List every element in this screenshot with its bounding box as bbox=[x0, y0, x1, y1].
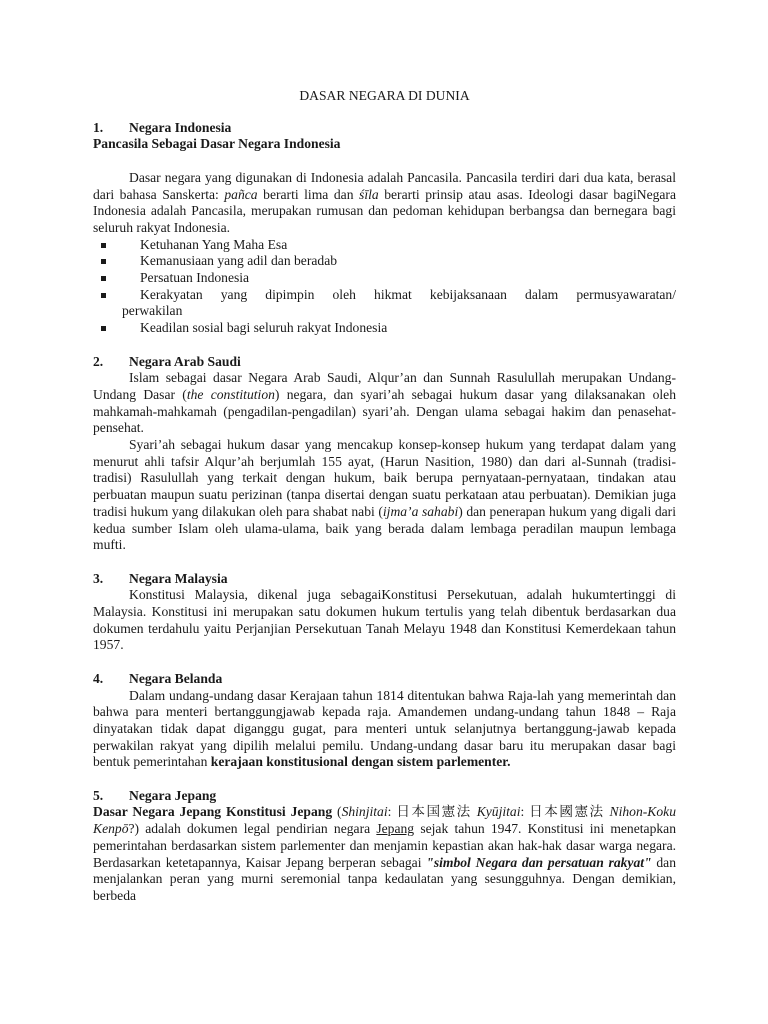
paragraph-arab-saudi-2: Syari’ah sebagai hukum dasar yang mencakup konsep-konsep hukum yang terdapat dalam yang menurut ahli tafsir Alqur’ah berjumlah 155 ayat, (Harun Nasition, 1980) dan dari al-Sunnah (tradisi-tradisi) Rasulullah yang terkait dengan hukum, baik berupa pernyataan-pernyataan, tindakan atau perbuatan maupun suatu perizinan (tanpa disertai dengan suatu perkataan atau perbuatan). Demikian juga tradisi hukum yang dilakukan oleh para shabat nabi (ijma’a sahabi) dan penerapan hukum yang digali dari kedua sumber Islam oleh ulama-ulama, baik yang berada dalam lembaga peradilan maupun lembaga mufti. bbox=[93, 437, 676, 553]
bullet-icon bbox=[101, 243, 106, 248]
list-item: Ketuhanan Yang Maha Esa bbox=[93, 237, 676, 254]
section-title: Negara Indonesia bbox=[129, 119, 232, 135]
pancasila-list bbox=[93, 237, 676, 337]
link-jepang[interactable]: Jepang bbox=[376, 821, 415, 837]
section-subheading: Pancasila Sebagai Dasar Negara Indonesia bbox=[93, 136, 341, 152]
bullet-icon bbox=[101, 276, 106, 281]
document-title: DASAR NEGARA DI DUNIA bbox=[299, 88, 470, 103]
paragraph-indonesia: Dasar negara yang digunakan di Indonesia adalah Pancasila. Pancasila terdiri dari dua kata, berasal dari bahasa Sanskerta: pañca berarti lima dan śīla berarti prinsip atau asas. Ideologi dasar bagiNegara Indonesia adalah Pancasila, merupakan rumusan dan pedoman kehidupan berbangsa dan bernegara bagi seluruh rakyat Indonesia. bbox=[93, 169, 676, 235]
section-title: Negara Belanda bbox=[129, 670, 223, 686]
section-heading-arab-saudi bbox=[93, 354, 676, 371]
paragraph-jepang: Dasar Negara Jepang Konstitusi Jepang (Shinjitai: 日本国憲法 Kyūjitai: 日本國憲法 Nihon-Koku Kenpō?) adalah dokumen legal pendirian negara Jepang sejak tahun 1947. Konstitusi ini menetapkan pemerintahan berdasarkan sistem parlementer dan menjamin kepastian akan hak-hak dasar warga negara. Berdasarkan ketetapannya, Kaisar Jepang berperan sebagai "simbol Negara dan persatuan rakyat" dan menjalankan peran yang murni seremonial tanpa kedaulatan yang sesungguhnya. Dengan demikian, berbeda bbox=[93, 804, 677, 903]
paragraph-malaysia: Konstitusi Malaysia, dikenal juga sebagaiKonstitusi Persekutuan, adalah hukumtertinggi di Malaysia. Konstitusi ini merupakan satu dokumen hukum tertulis yang telah dibentuk berdasarkan dua dokumen terdahulu yaitu Perjanjian Persekutuan Tanah Melayu 1948 dan Konstitusi Kemerdekaan tahun 1957. bbox=[93, 587, 676, 653]
bullet-icon bbox=[101, 293, 106, 298]
list-item: Kemanusiaan yang adil dan beradab bbox=[93, 253, 676, 270]
paragraph-belanda: Dalam undang-undang dasar Kerajaan tahun 1814 ditentukan bahwa Raja-lah yang memerintah dan bahwa para menteri bertanggungjawab kepada raja. Amandemen undang-undang tahun 1848 – Raja dinyatakan tidak dapat diganggu gugat, para menteri untuk selanjutnya bertanggung-jawab kepada perwakilan rakyat yang dipilih melalui pemilu. Undang-undang dasar baru itu merupakan dasar bagi bentuk pemerintahan kerajaan konstitusional dengan sistem parlementer. bbox=[93, 687, 676, 770]
bullet-icon bbox=[101, 259, 106, 264]
section-number: 1. bbox=[93, 119, 104, 135]
paragraph-arab-saudi-1: Islam sebagai dasar Negara Arab Saudi, Alqur’an dan Sunnah Rasulullah merupakan Undang-Undang Dasar (the constitution) negara, dan syari’ah sebagai hukum dasar yang dilaksanakan oleh mahkamah-mahkamah (pengadilan-pengadilan) syari’ah. Dengan ulama sebagai hakim dan penasehat-pensehat. bbox=[93, 370, 676, 436]
list-item: Persatuan Indonesia bbox=[93, 270, 676, 287]
section-title: Negara Arab Saudi bbox=[129, 353, 241, 369]
section-title: Negara Malaysia bbox=[129, 570, 228, 586]
section-heading-belanda bbox=[93, 671, 676, 688]
section-heading-indonesia bbox=[93, 120, 676, 137]
section-number: 5. bbox=[93, 787, 104, 803]
section-number: 3. bbox=[93, 570, 104, 586]
section-heading-malaysia bbox=[93, 571, 676, 588]
section-number: 4. bbox=[93, 670, 104, 686]
list-item: Kerakyatan yang dipimpin oleh hikmat kebijaksanaan dalam permusyawaratan/ perwakilan bbox=[93, 287, 676, 320]
section-heading-jepang bbox=[93, 788, 676, 805]
section-title: Negara Jepang bbox=[129, 787, 217, 803]
list-item: Keadilan sosial bagi seluruh rakyat Indonesia bbox=[93, 320, 676, 337]
section-number: 2. bbox=[93, 353, 104, 369]
bullet-icon bbox=[101, 326, 106, 331]
